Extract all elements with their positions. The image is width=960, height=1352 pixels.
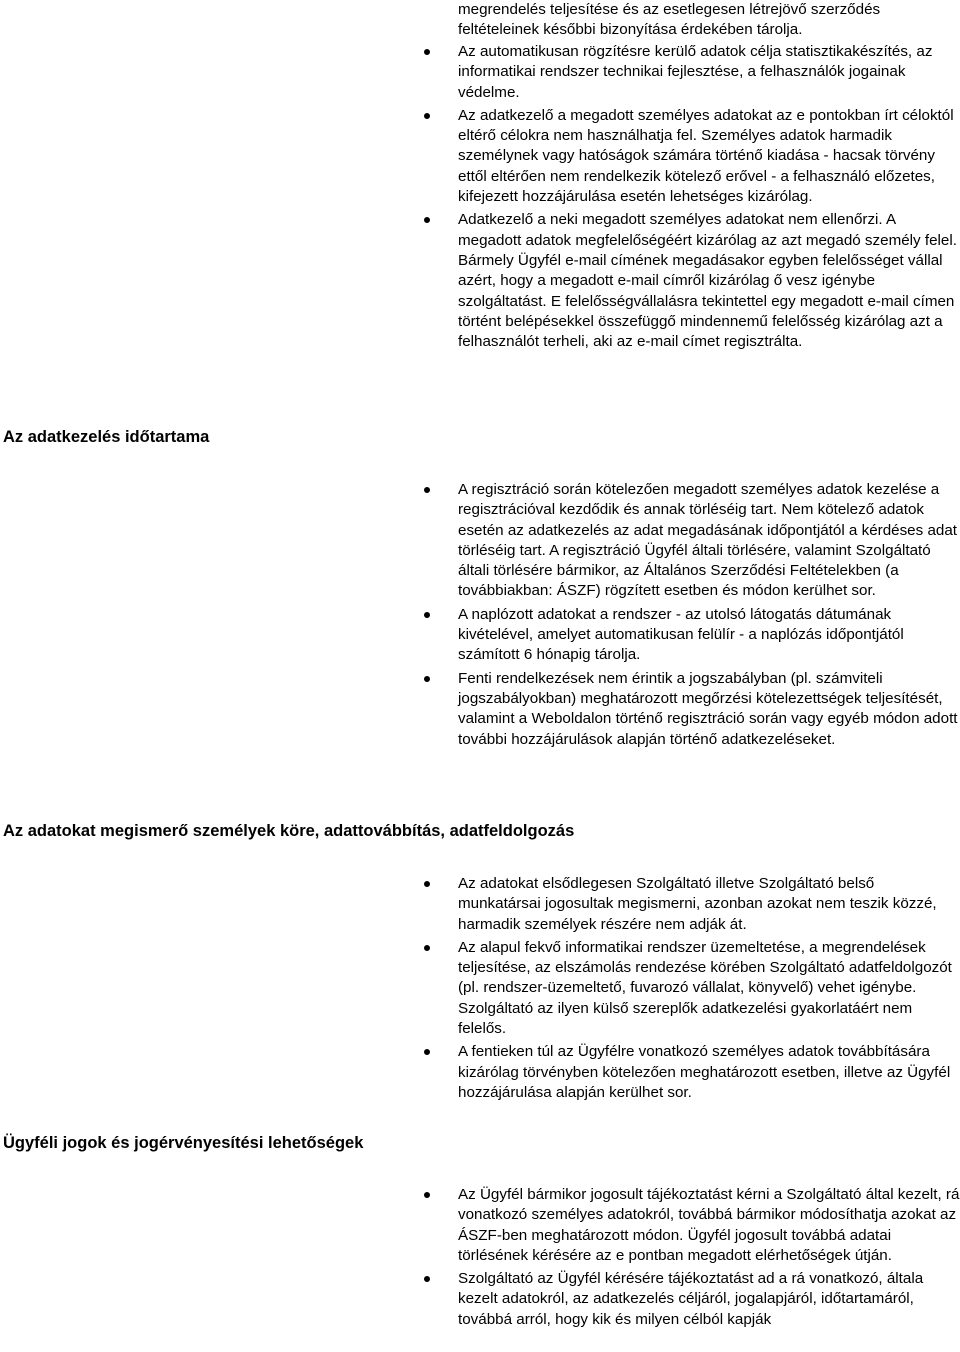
- list-item: [458, 210, 960, 352]
- list-item-text: Az adatokat elsődlegesen Szolgáltató illetve Szolgáltató belső munkatársai jogosultak megismerni, azonban azokat nem teszik közzé, harmadik személyek részére nem adják át.: [458, 875, 937, 933]
- bullet-icon: [424, 217, 430, 223]
- bullet-icon: [424, 1049, 430, 1055]
- bullet-icon: [424, 487, 430, 493]
- list-item: [458, 874, 960, 935]
- bullet-icon: [424, 881, 430, 887]
- list-item-text: A fentieken túl az Ügyfélre vonatkozó személyes adatok továbbítására kizárólag törvényben kötelezően meghatározott esetben, illetve az Ügyfél hozzájárulása alapján kerülhet sor.: [458, 1043, 951, 1101]
- section-title-rights: Ügyféli jogok és jogérvényesítési lehetőségek: [3, 1134, 364, 1152]
- list-item-text: Adatkezelő a neki megadott személyes adatokat nem ellenőrzi. A megadott adatok megfelelőségéért kizárólag az azt megadó személy felel. Bármely Ügyfél e-mail címének megadásakor egyben felelősséget vállal azért, hogy a megadott e-mail címről kizárólag ő vesz igénybe szolgáltatást. E felelősségvállalásra tekintettel egy megadott e-mail címen történt belépésekkel összefüggő mindennemű felelősség kizárólag azt a felhasználót terheli, aki az e-mail címet regisztrálta.: [458, 211, 957, 351]
- list-item: [458, 1269, 960, 1330]
- list-item: [458, 938, 960, 1039]
- bullet-icon: [424, 1192, 430, 1198]
- bullet-icon: [424, 1276, 430, 1282]
- list-item: [458, 1042, 960, 1103]
- bullet-icon: [424, 945, 430, 951]
- list-item: [458, 480, 960, 602]
- section-title-duration: Az adatkezelés időtartama: [3, 428, 210, 446]
- list-item-text: Az Ügyfél bármikor jogosult tájékoztatást kérni a Szolgáltató által kezelt, rá vonatkozó személyes adatokról, továbbá bármikor módosíthatja azokat az ÁSZF-ben meghatározott módon. Ügyfél jogosult továbbá adatai törlésének kérésére az e pontban megadott elérhetőségek útján.: [458, 1186, 960, 1264]
- bullet-icon: [424, 676, 430, 682]
- section-0-list: [458, 42, 960, 355]
- list-item: [458, 669, 960, 750]
- list-item-text: Az automatikusan rögzítésre kerülő adatok célja statisztikakészítés, az informatikai rendszer technikai fejlesztése, a felhasználók jogainak védelme.: [458, 43, 933, 101]
- section-3-list: [458, 1185, 960, 1333]
- bullet-icon: [424, 49, 430, 55]
- section-title-recipients: Az adatokat megismerő személyek köre, adattovábbítás, adatfeldolgozás: [3, 822, 575, 840]
- list-item-text: A naplózott adatokat a rendszer - az utolsó látogatás dátumának kivételével, amelyet automatikusan felülír - a naplózás időpontjától számított 6 hónapig tárolja.: [458, 605, 904, 664]
- list-item-text: Az alapul fekvő informatikai rendszer üzemeltetése, a megrendelések teljesítése, az elszámolás rendezése körében Szolgáltató adatfeldolgozót (pl. rendszer-üzemeltető, fuvarozó vállalat, könyvelő) vehet igénybe. Szolgáltató az ilyen külső szereplők adatkezelési gyakorlatáért nem felelős.: [458, 938, 952, 1038]
- list-item-text: Fenti rendelkezések nem érintik a jogszabályban (pl. számviteli jogszabályokban) meghatározott megőrzési kötelezettségek teljesítését, valamint a Weboldalon történő regisztráció során vagy egyéb módon adott további hozzájárulások alapján történő adatkezeléseket.: [458, 669, 958, 748]
- list-item: [458, 42, 960, 103]
- list-item-text: Az adatkezelő a megadott személyes adatokat az e pontokban írt céloktól eltérő célokra nem használhatja fel. Személyes adatok harmadik személynek vagy hatóságok számára történő kiadása - hacsak törvény ettől eltérően nem rendelkezik kötelező erővel - a felhasználó előzetes, kifejezett hozzájárulása esetén lehetséges kizárólag.: [458, 106, 954, 206]
- section-2-list: [458, 874, 960, 1106]
- list-item-text: Szolgáltató az Ügyfél kérésére tájékoztatást ad a rá vonatkozó, általa kezelt adatokról, az adatkezelés céljáról, jogalapjáról, időtartamáról, továbbá arról, hogy kik és milyen célból kapják: [458, 1270, 924, 1328]
- continuation-paragraph: [458, 0, 960, 41]
- bullet-icon: [424, 113, 430, 119]
- bullet-icon: [424, 612, 430, 618]
- list-item-text: A regisztráció során kötelezően megadott személyes adatok kezelése a regisztrációval kezdődik és annak törléséig tart. Nem kötelező adatok esetén az adatkezelés az adat megadásának időpontjától a kérdéses adat törléséig tart. A regisztráció Ügyfél általi törlésére, valamint Szolgáltató általi törlésére bármikor, az Általános Szerződési Feltételekben (a továbbiakban: ÁSZF) rögzített esetben és módon kerülhet sor.: [458, 481, 957, 600]
- section-1-list: [458, 480, 960, 753]
- list-item: [458, 605, 960, 666]
- list-item: [458, 1185, 960, 1266]
- continuation-text: megrendelés teljesítése és az esetlegesen létrejövő szerződés feltételeinek későbbi bizonyítása érdekében tárolja.: [458, 1, 881, 39]
- list-item: [458, 106, 960, 207]
